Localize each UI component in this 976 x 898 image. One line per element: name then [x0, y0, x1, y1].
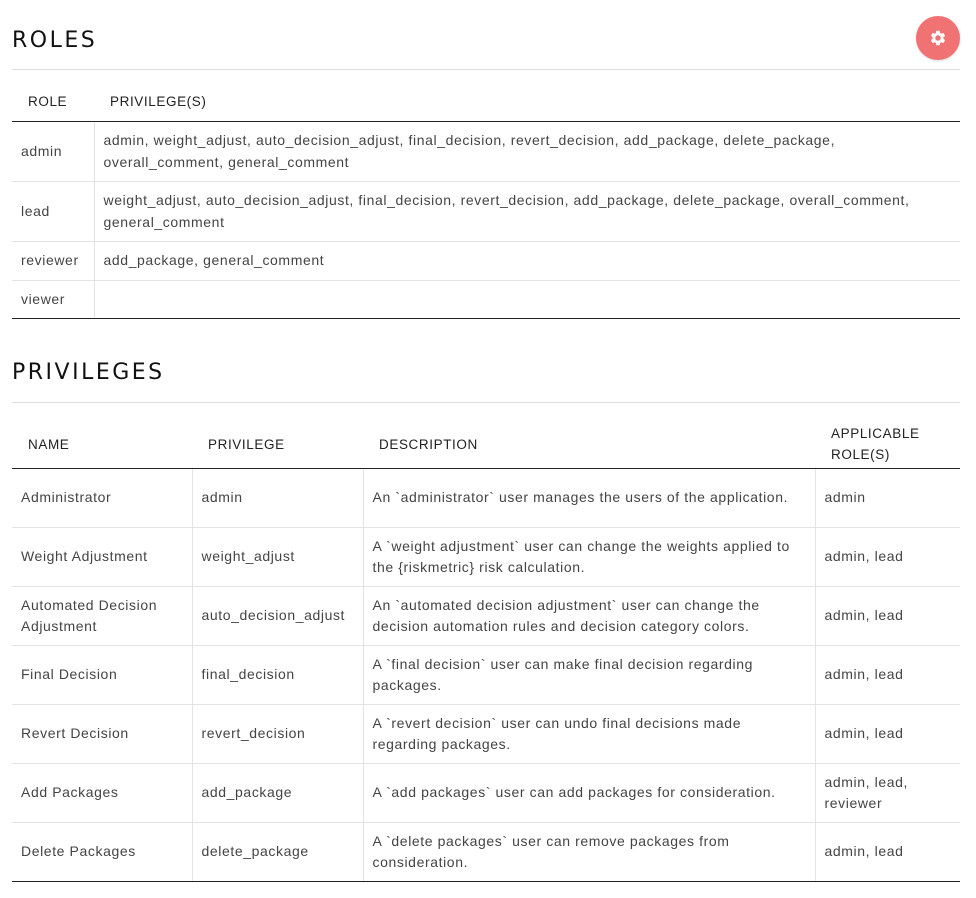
- privileges-divider: [12, 402, 960, 403]
- col-header-name[interactable]: NAME: [12, 420, 192, 469]
- settings-button[interactable]: [916, 16, 960, 60]
- roles-header-row: [12, 81, 960, 122]
- name-cell: Add Packages: [12, 764, 192, 823]
- roles-table: [12, 81, 960, 319]
- roles-cell: admin, lead: [815, 823, 960, 882]
- col-header-privilege[interactable]: PRIVILEGE: [192, 420, 363, 469]
- table-row: [12, 823, 960, 882]
- privileges-header-row: [12, 420, 960, 469]
- roles-cell: admin, lead, reviewer: [815, 764, 960, 823]
- table-row: [12, 122, 960, 182]
- privileges-cell: add_package, general_comment: [94, 242, 960, 281]
- table-row: [12, 242, 960, 281]
- roles-cell: admin, lead: [815, 646, 960, 705]
- name-cell: Delete Packages: [12, 823, 192, 882]
- name-cell: Administrator: [12, 469, 192, 528]
- name-cell: Revert Decision: [12, 705, 192, 764]
- table-row: [12, 469, 960, 528]
- privilege-cell: revert_decision: [192, 705, 363, 764]
- privilege-cell: admin: [192, 469, 363, 528]
- description-cell: A `final decision` user can make final decision regarding packages.: [363, 646, 815, 705]
- role-cell: admin: [12, 122, 94, 182]
- description-cell: A `weight adjustment` user can change the weights applied to the {riskmetric} risk calculation.: [363, 528, 815, 587]
- table-row: [12, 764, 960, 823]
- privilege-cell: auto_decision_adjust: [192, 587, 363, 646]
- table-row: [12, 646, 960, 705]
- name-cell: Weight Adjustment: [12, 528, 192, 587]
- roles-divider: [12, 69, 960, 70]
- privileges-table: [12, 420, 960, 882]
- roles-title: ROLES: [12, 28, 98, 53]
- roles-cell: admin: [815, 469, 960, 528]
- privileges-cell: [94, 280, 960, 319]
- privileges-title: PRIVILEGES: [12, 360, 165, 385]
- table-row: [12, 528, 960, 587]
- privileges-cell: admin, weight_adjust, auto_decision_adjust, final_decision, revert_decision, add_package, delete_package, overall_comment, general_comment: [94, 122, 960, 182]
- col-header-role[interactable]: ROLE: [12, 81, 94, 122]
- roles-cell: admin, lead: [815, 705, 960, 764]
- description-cell: An `automated decision adjustment` user can change the decision automation rules and decision category colors.: [363, 587, 815, 646]
- role-cell: viewer: [12, 280, 94, 319]
- table-row: [12, 587, 960, 646]
- table-row: [12, 182, 960, 242]
- privilege-cell: add_package: [192, 764, 363, 823]
- col-header-applicable-roles[interactable]: APPLICABLE ROLE(S): [815, 420, 960, 469]
- description-cell: A `delete packages` user can remove packages from consideration.: [363, 823, 815, 882]
- description-cell: A `add packages` user can add packages for consideration.: [363, 764, 815, 823]
- table-row: [12, 280, 960, 319]
- gear-icon: [929, 29, 947, 47]
- name-cell: Final Decision: [12, 646, 192, 705]
- roles-cell: admin, lead: [815, 587, 960, 646]
- role-cell: reviewer: [12, 242, 94, 281]
- roles-cell: admin, lead: [815, 528, 960, 587]
- table-row: [12, 705, 960, 764]
- col-header-description[interactable]: DESCRIPTION: [363, 420, 815, 469]
- col-header-privileges[interactable]: PRIVILEGE(S): [94, 81, 960, 122]
- description-cell: An `administrator` user manages the users of the application.: [363, 469, 815, 528]
- privilege-cell: delete_package: [192, 823, 363, 882]
- description-cell: A `revert decision` user can undo final decisions made regarding packages.: [363, 705, 815, 764]
- privilege-cell: weight_adjust: [192, 528, 363, 587]
- name-cell: Automated Decision Adjustment: [12, 587, 192, 646]
- privileges-cell: weight_adjust, auto_decision_adjust, final_decision, revert_decision, add_package, delete_package, overall_comment, general_comment: [94, 182, 960, 242]
- privilege-cell: final_decision: [192, 646, 363, 705]
- role-cell: lead: [12, 182, 94, 242]
